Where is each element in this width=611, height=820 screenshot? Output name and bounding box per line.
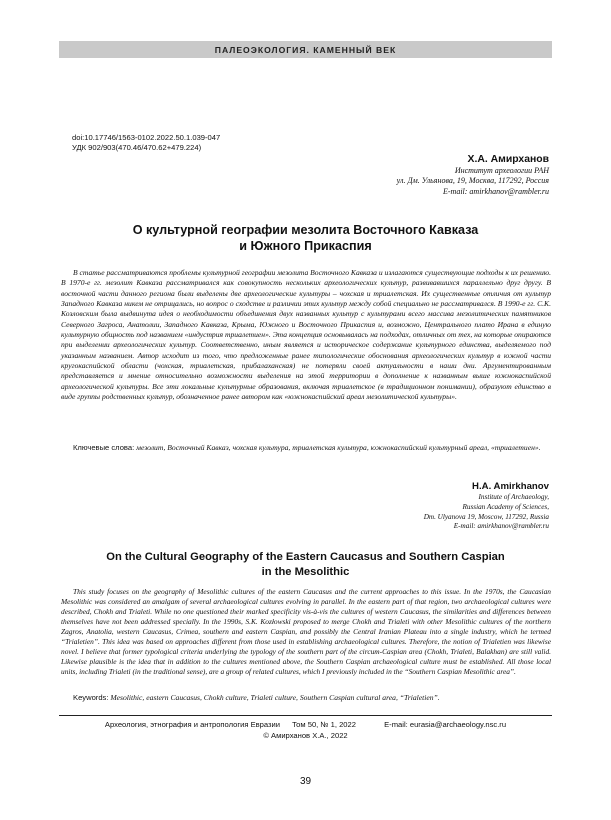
author-name-en: H.A. Amirkhanov [472, 481, 549, 492]
title-ru-line1: О культурной географии мезолита Восточного Кавказа [132, 223, 479, 237]
keywords-ru-text: мезолит, Восточный Кавказ, чохская культура, триалетская культура, южнокаспийский культурный ареал, «триалетиен». [136, 443, 541, 452]
author-affiliation-ru: Институт археологии РАН [454, 166, 549, 175]
footer-line1 [60, 720, 551, 731]
author-affiliation-en-1: Institute of Archaeology, [478, 493, 549, 501]
article-title-ru [60, 222, 551, 254]
abstract-en: This study focuses on the geography of Mesolithic cultures of the eastern Caucasus and the current approaches to this issue. In the 1970s, the Caucasian Mesolithic was considered an amalgam of several archaeological cultures evolving in parallel. In the eastern part of that region, two archaeological cultures were described, Chokh and Trialeti. While no one questioned their marked specificity vis-à-vis the cultures of western Caucasus, the similarities and differences between themselves have not been addressed specially. In the 1990s, S.K. Kozłowski proposed to merge Chokh and Trialeti with other Mesolithic cultures of the northern Zagros, Anatolia, western Caucasus, Crimea, southern and eastern Caspian, and possibly the Central Iranian Plateau into a single industry, which he termed “Trialetien”. This idea was based on approaches different from those used in establishing archaeological cultures. Therefore, the notion of Trialetien was likewise novel. I believe that former typological criteria underlying the typology of the southern part of the circum-Caspian area (Chokh, Trialeti, Balakhan) are still valid. Likewise plausible is the idea that in addition to the cultures mentioned above, the Southern Caspian archaeological culture must be established. All those local units, including Trialeti (in the traditional sense), are a group of related cultures, which I previously included in the “Southern Caspian Mesolithic area”. [61, 587, 551, 677]
title-en-line1: On the Cultural Geography of the Eastern Caucasus and Southern Caspian [106, 551, 505, 563]
page-number: 39 [299, 776, 312, 787]
author-affiliation-en-2: Russian Academy of Sciences, [462, 502, 549, 511]
title-en-line2: in the Mesolithic [261, 566, 350, 578]
identifiers-block [72, 133, 220, 153]
footer-divider [59, 715, 552, 716]
footer-email[interactable]: E-mail: eurasia@archaeology.nsc.ru [384, 720, 507, 729]
footer-copyright: © Амирханов Х.А., 2022 [263, 730, 348, 740]
author-block-ru [397, 153, 549, 197]
footer-journal: Археология, этнография и антропология Евразии [104, 720, 280, 729]
article-title-en [60, 550, 551, 580]
author-address-en: Dm. Ulyanova 19, Moscow, 117292, Russia [423, 512, 549, 521]
author-name-ru: Х.А. Амирханов [467, 154, 549, 165]
doi-text[interactable]: doi:10.17746/1563-0102.2022.50.1.039-047 [72, 133, 221, 142]
author-email-en[interactable]: E-mail: amirkhanov@rambler.ru [453, 522, 549, 531]
title-ru-line2: и Южного Прикаспия [239, 239, 372, 253]
author-block-en [424, 481, 549, 532]
abstract-ru: В статье рассматриваются проблемы культурной географии мезолита Восточного Кавказа и излагаются существующие подходы к их решению. В 1970-е гг. мезолит Кавказа рассматривался как совокупность нескольких археологических культур, развивавшихся параллельно друг другу. В восточной части данного региона были выделены две археологические культуры – чохская и триалетская. Их существенные отличия от культур Западного Кавказа никем не отрицались, но вопрос о сходстве и различии этих культур между собой специально не рассматривался. В 1990-е гг. С.К. Козловским была выдвинута идея о необходимости объединения двух названных культур с культурами всего массива мезолитических памятников Северного Загроса, Анатолии, Западного Кавказа, Крыма, Южного и Восточного Прикаспия и, возможно, Центрального плато Ирана в единую культурную общность под названием «индустрия триалетиен». Эта концепция основывалась на подходах, отличных от тех, на которые опираются при выделении археологических культур. Соответственно, иным является и историческое содержание культурного единства, выделяемого под указанным названием. Автор исходит из того, что предложенные ранее типологические обоснования археологических культур в южной части кругокаспийской области (чохская, триалетская, прибалаханская) не потеряли своей актуальности в наши дни. Аргументированным представляется и мнение относительно возможности выделения на этой территории в дополнение к названным выше южнокаспийской археологической культуры. Все эти локальные культурные образования, включая триалетское (в традиционном понимании), образуют единство в виде группы родственных культур, обозначенное ранее автором как «южнокаспийский ареал мезолитической культуры». [61, 268, 551, 402]
section-header-band [59, 41, 552, 58]
section-title: ПАЛЕОЭКОЛОГИЯ. КАМЕННЫЙ ВЕК [214, 44, 397, 55]
page-footer [60, 720, 551, 742]
keywords-ru-label: Ключевые слова: [73, 443, 135, 452]
author-address-ru: ул. Дм. Ульянова, 19, Москва, 117292, Россия [396, 176, 549, 186]
udk-text: УДК 902/903(470.46/470.62+479.224) [72, 143, 202, 152]
keywords-ru [61, 443, 551, 453]
author-email-ru[interactable]: E-mail: amirkhanov@rambler.ru [442, 186, 549, 196]
keywords-en-text: Mesolithic, eastern Caucasus, Chokh culture, Trialeti culture, Southern Caspian cultural area, “Trialetien”. [110, 693, 440, 702]
keywords-en-label: Keywords: [73, 693, 109, 702]
footer-volume: Том 50, № 1, 2022 [292, 720, 356, 729]
keywords-en [61, 693, 551, 703]
